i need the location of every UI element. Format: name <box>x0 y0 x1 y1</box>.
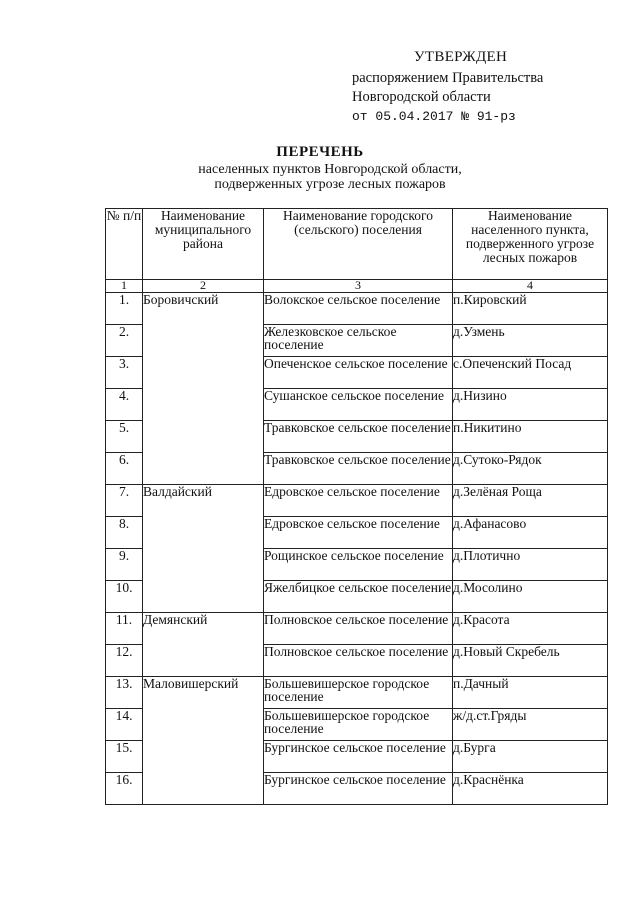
locality-cell: д.Краснёнка <box>453 773 608 805</box>
district-cell: Демянский <box>143 613 264 677</box>
settlement-cell: Полновское сельское поселение <box>264 645 453 677</box>
locality-cell: п.Кировский <box>453 293 608 325</box>
settlement-cell: Травковское сельское поселение <box>264 453 453 485</box>
column-number: 1 <box>106 280 143 293</box>
locality-cell: д.Новый Скребель <box>453 645 608 677</box>
approval-block <box>352 48 622 126</box>
settlement-cell: Волокское сельское поселение <box>264 293 453 325</box>
header-settlement: Наименование городского (сельского) поселения <box>264 209 453 280</box>
row-number: 12. <box>106 645 143 677</box>
row-number: 1. <box>106 293 143 325</box>
table-row <box>106 613 608 645</box>
locality-cell: д.Афанасово <box>453 517 608 549</box>
locality-cell: д.Зелёная Роща <box>453 485 608 517</box>
locality-cell: д.Узмень <box>453 325 608 357</box>
table-row <box>106 677 608 709</box>
settlement-cell: Опеченское сельское поселение <box>264 357 453 389</box>
settlement-cell: Бургинское сельское поселение <box>264 741 453 773</box>
row-number: 3. <box>106 357 143 389</box>
row-number: 2. <box>106 325 143 357</box>
locality-cell: д.Бурга <box>453 741 608 773</box>
district-cell: Маловишерский <box>143 677 264 805</box>
locality-cell: п.Дачный <box>453 677 608 709</box>
localities-table <box>105 208 608 805</box>
row-number: 15. <box>106 741 143 773</box>
settlement-cell: Большевишерское городское поселение <box>264 709 453 741</box>
settlement-cell: Сушанское сельское поселение <box>264 389 453 421</box>
locality-cell: п.Никитино <box>453 421 608 453</box>
table-row <box>106 293 608 325</box>
settlement-cell: Железковское сельское поселение <box>264 325 453 357</box>
header-district: Наименование муниципального района <box>143 209 264 280</box>
settlement-cell: Рощинское сельское поселение <box>264 549 453 581</box>
approval-line-3: от 05.04.2017 № 91-рз <box>352 109 516 124</box>
column-number: 2 <box>143 280 264 293</box>
row-number: 14. <box>106 709 143 741</box>
row-number: 7. <box>106 485 143 517</box>
column-number-row <box>106 280 608 293</box>
table-header-row <box>106 209 608 280</box>
column-number: 3 <box>264 280 453 293</box>
locality-cell: д.Плотично <box>453 549 608 581</box>
row-number: 4. <box>106 389 143 421</box>
table-row <box>106 485 608 517</box>
document-subtitle: населенных пунктов Новгородской области, подверженных угрозе лесных пожаров <box>198 162 462 192</box>
settlement-cell: Едровское сельское поселение <box>264 485 453 517</box>
row-number: 5. <box>106 421 143 453</box>
locality-cell: с.Опеченский Посад <box>453 357 608 389</box>
locality-cell: д.Сутоко-Рядок <box>453 453 608 485</box>
locality-cell: д.Низино <box>453 389 608 421</box>
settlement-cell: Большевишерское городское поселение <box>264 677 453 709</box>
header-num: № п/п <box>106 209 143 280</box>
row-number: 16. <box>106 773 143 805</box>
row-number: 10. <box>106 581 143 613</box>
settlement-cell: Бургинское сельское поселение <box>264 773 453 805</box>
row-number: 11. <box>106 613 143 645</box>
settlement-cell: Травковское сельское поселение <box>264 421 453 453</box>
locality-cell: д.Красота <box>453 613 608 645</box>
settlement-cell: Полновское сельское поселение <box>264 613 453 645</box>
approval-line-2: Новгородской области <box>352 89 491 105</box>
district-cell: Боровичский <box>143 293 264 485</box>
locality-cell: д.Мосолино <box>453 581 608 613</box>
row-number: 13. <box>106 677 143 709</box>
row-number: 9. <box>106 549 143 581</box>
settlement-cell: Яжелбицкое сельское поселение <box>264 581 453 613</box>
column-number: 4 <box>453 280 608 293</box>
document-title: ПЕРЕЧЕНЬ <box>276 144 364 160</box>
district-cell: Валдайский <box>143 485 264 613</box>
header-locality: Наименование населенного пункта, подверженного угрозе лесных пожаров <box>453 209 608 280</box>
row-number: 6. <box>106 453 143 485</box>
settlement-cell: Едровское сельское поселение <box>264 517 453 549</box>
approval-line-1: распоряжением Правительства <box>352 70 544 86</box>
approval-title: УТВЕРЖДЕН <box>414 49 508 65</box>
row-number: 8. <box>106 517 143 549</box>
locality-cell: ж/д.ст.Гряды <box>453 709 608 741</box>
